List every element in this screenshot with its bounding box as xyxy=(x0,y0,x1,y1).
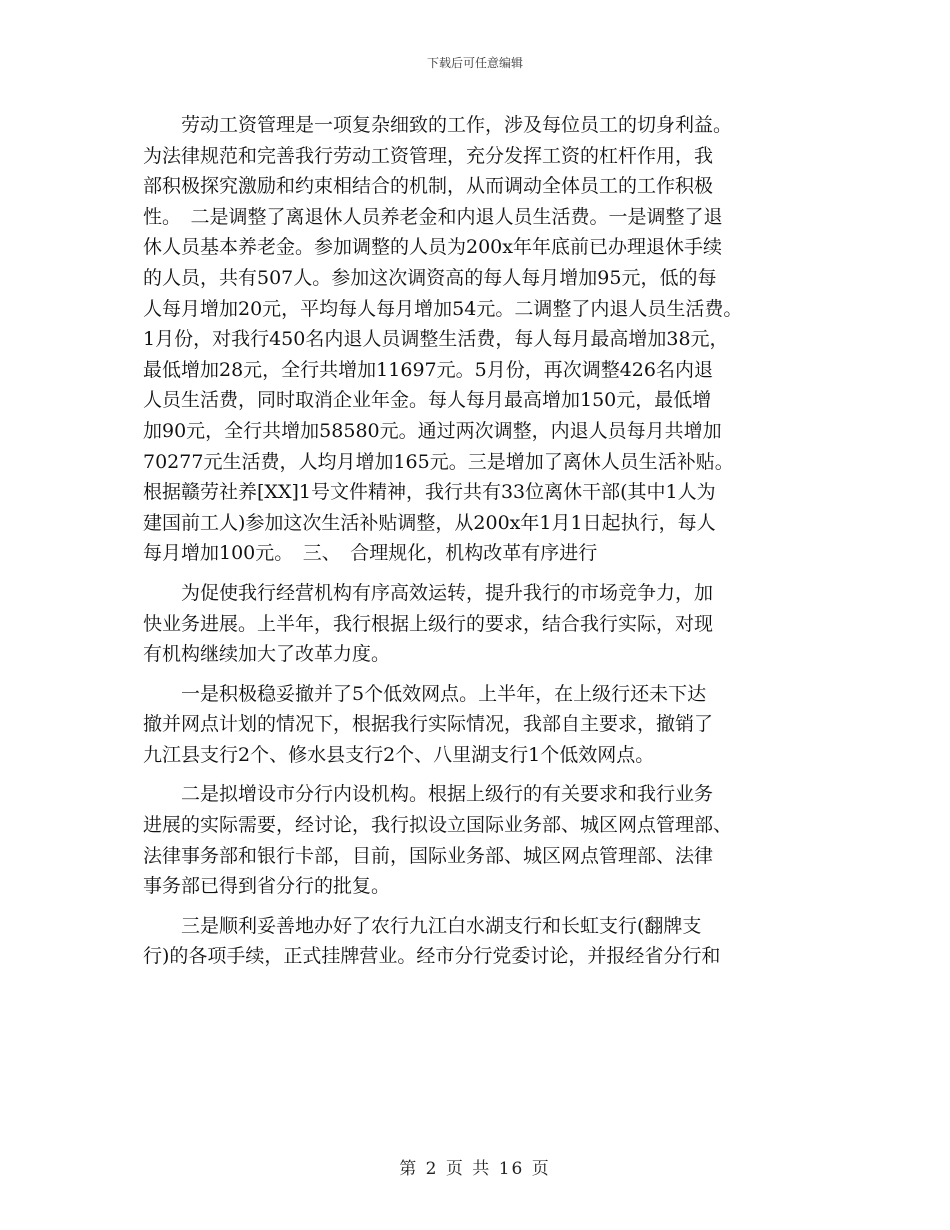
text-line: 加90元，全行共增加58580元。通过两次调整，内退人员每月共增加 xyxy=(143,419,722,442)
text-line: 劳动工资管理是一项复杂细致的工作，涉及每位员工的切身利益。 xyxy=(143,114,733,136)
paragraph-4 xyxy=(143,779,807,901)
text-line: 行)的各项手续，正式挂牌营业。经市分行党委讨论，并报经省分行和 xyxy=(143,945,721,968)
page-number-footer: 第 2 页 共 16 页 xyxy=(399,1159,551,1179)
text-line: 建国前工人)参加这次生活补贴调整，从200x年1月1日起执行，每人 xyxy=(143,511,716,534)
page-header-note: 下载后可任意编辑 xyxy=(426,56,523,70)
paragraph-1 xyxy=(143,110,807,569)
text-line: 法律事务部和银行卡部，目前，国际业务部、城区网点管理部、法律 xyxy=(143,844,714,867)
text-line: 二是拟增设市分行内设机构。根据上级行的有关要求和我行业务 xyxy=(143,783,714,806)
text-line: 人员生活费，同时取消企业年金。每人每月最高增加150元，最低增 xyxy=(143,389,712,412)
text-line: 人每月增加20元，平均每人每月增加54元。二调整了内退人员生活费。 xyxy=(143,297,743,320)
text-line: 性。 二是调整了离退休人员养老金和内退人员生活费。一是调整了退 xyxy=(143,205,723,228)
paragraph-2 xyxy=(143,578,807,670)
text-line: 根据赣劳社养[XX]1号文件精神，我行共有33位离休干部(其中1人为 xyxy=(143,481,716,504)
text-line: 三是顺利妥善地办好了农行九江白水湖支行和长虹支行(翻牌支 xyxy=(143,914,702,937)
text-line: 进展的实际需要，经讨论，我行拟设立国际业务部、城区网点管理部、 xyxy=(143,814,733,837)
text-line: 70277元生活费，人均月增加165元。三是增加了离休人员生活补贴。 xyxy=(143,450,734,473)
text-line: 休人员基本养老金。参加调整的人员为200x年年底前已办理退休手续 xyxy=(143,236,722,259)
text-line: 为法律规范和完善我行劳动工资管理，充分发挥工资的杠杆作用，我 xyxy=(143,144,714,167)
text-line: 1月份，对我行450名内退人员调整生活费，每人每月最高增加38元， xyxy=(143,328,729,351)
text-line: 的人员，共有507人。参加这次调资高的每人每月增加95元，低的每 xyxy=(143,266,717,289)
text-line: 每月增加100元。 三、 合理规化，机构改革有序进行 xyxy=(143,542,598,565)
text-line: 事务部已得到省分行的批复。 xyxy=(143,875,391,898)
text-line: 有机构继续加大了改革力度。 xyxy=(143,643,391,666)
text-line: 九江县支行2个、修水县支行2个、八里湖支行1个低效网点。 xyxy=(143,743,655,766)
text-line: 部积极探究激励和约束相结合的机制，从而调动全体员工的工作积极 xyxy=(143,175,714,198)
paragraph-3 xyxy=(143,679,807,771)
text-line: 最低增加28元，全行共增加11697元。5月份，再次调整426名内退 xyxy=(143,358,713,381)
text-line: 一是积极稳妥撤并了5个低效网点。上半年，在上级行还未下达 xyxy=(143,682,707,705)
document-body xyxy=(143,110,807,972)
paragraph-5 xyxy=(143,911,807,972)
text-line: 撤并网点计划的情况下，根据我行实际情况，我部自主要求，撤销了 xyxy=(143,713,714,736)
text-line: 为促使我行经营机构有序高效运转，提升我行的市场竞争力，加 xyxy=(143,581,714,604)
text-line: 快业务进展。上半年，我行根据上级行的要求，结合我行实际，对现 xyxy=(143,612,714,635)
